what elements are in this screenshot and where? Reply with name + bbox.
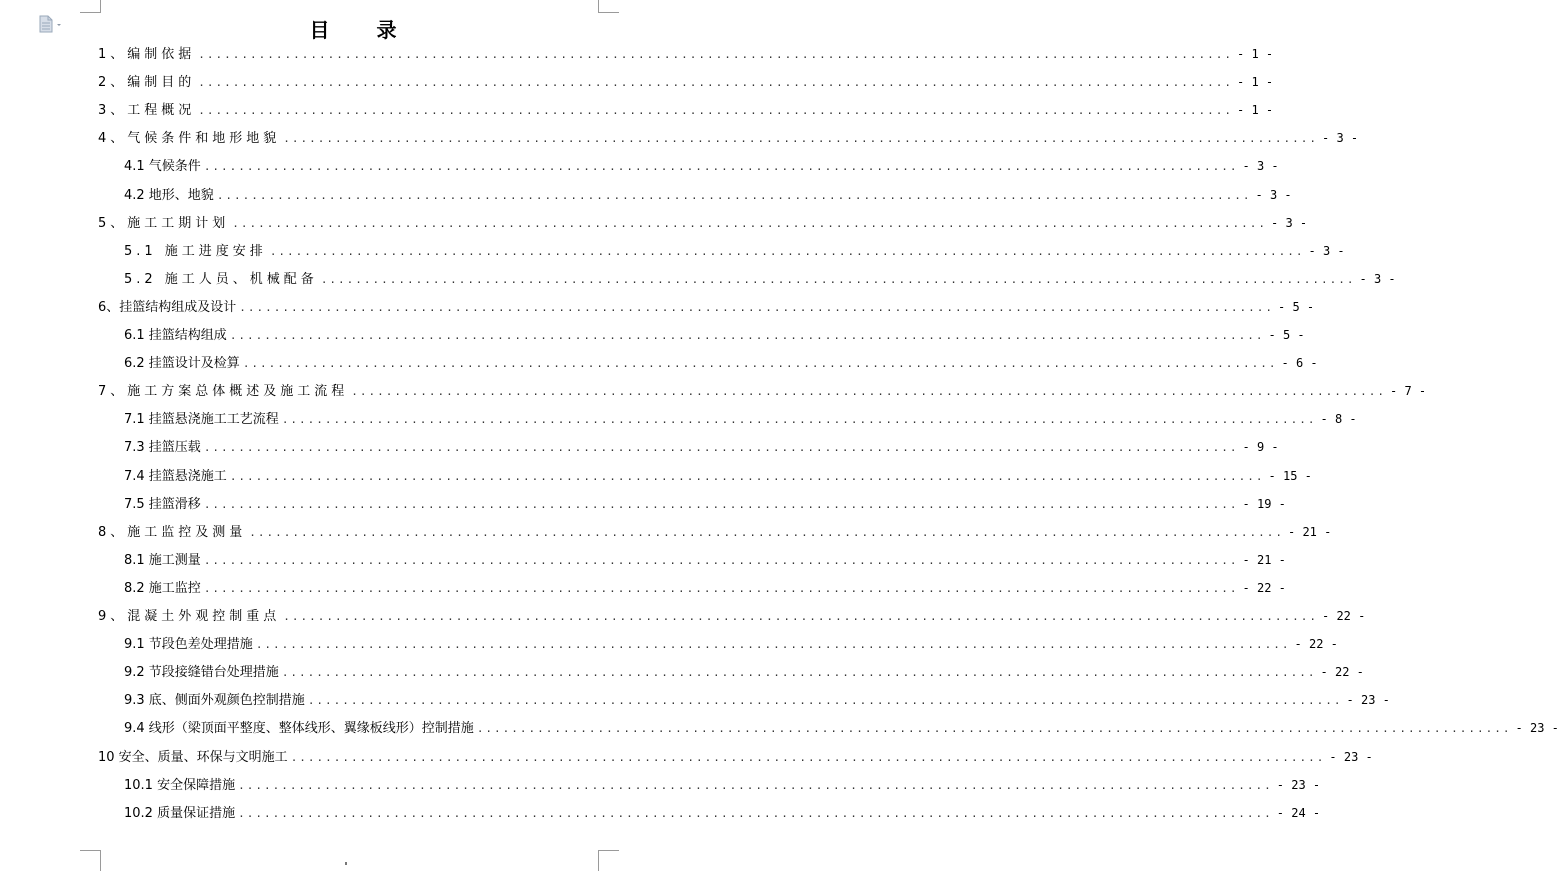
- toc-dot-leader: ........................................................................................................................: [269, 244, 1305, 258]
- toc-entry-label: 3、工程概况: [98, 103, 196, 119]
- margin-guide-top-left: [80, 0, 101, 13]
- toc-entry[interactable]: [124, 718, 1559, 738]
- toc-dot-leader: ........................................................................................................................: [229, 329, 1265, 342]
- toc-entry[interactable]: [124, 185, 1292, 205]
- toc-entry-page-number: - 5 -: [1278, 299, 1315, 314]
- toc-entry[interactable]: [124, 325, 1305, 345]
- toc-entry-label: 6.2 挂篮设计及检算: [124, 356, 240, 372]
- page-title: 目 录: [309, 18, 417, 42]
- toc-dot-leader: ........................................................................................................................: [198, 76, 1233, 90]
- toc-entry-page-number: - 3 -: [1359, 271, 1396, 286]
- toc-entry-label: 5、施工工期计划: [98, 215, 230, 231]
- toc-entry[interactable]: [124, 775, 1321, 795]
- toc-entry-label: 2、编制目的: [98, 75, 196, 91]
- toc-dot-leader: ........................................................................................................................: [239, 300, 1274, 314]
- toc-entry-page-number: - 23 -: [1276, 777, 1321, 792]
- toc-entry-page-number: - 3 -: [1242, 159, 1279, 174]
- margin-guide-bottom-right: [598, 850, 619, 871]
- toc-entry[interactable]: [124, 353, 1318, 373]
- toc-entry-page-number: - 22 -: [1322, 609, 1366, 623]
- toc-entry-page-number: - 23 -: [1329, 749, 1373, 764]
- toc-entry-label: 8.2 施工监控: [124, 580, 201, 596]
- toc-entry-label: 4.1 气候条件: [124, 159, 201, 175]
- toc-entry-page-number: - 21 -: [1288, 524, 1332, 539]
- toc-entry[interactable]: [98, 297, 1315, 317]
- toc-dot-leader: ........................................................................................................................: [242, 357, 1278, 371]
- toc-entry-label: 10.1 安全保障措施: [124, 777, 236, 793]
- toc-entry[interactable]: [124, 662, 1364, 682]
- toc-entry-page-number: - 9 -: [1242, 440, 1279, 455]
- toc-entry[interactable]: [98, 128, 1359, 148]
- toc-entry-label: 7.3 挂篮压载: [124, 440, 201, 456]
- toc-entry[interactable]: [98, 100, 1274, 120]
- toc-entry-label: 7.4 挂篮悬浇施工: [124, 468, 227, 484]
- toc-entry[interactable]: [98, 44, 1274, 64]
- toc-entry[interactable]: [124, 466, 1312, 486]
- toc-entry-page-number: - 22 -: [1242, 580, 1286, 595]
- toc-entry[interactable]: [98, 747, 1373, 767]
- margin-guide-bottom-left: [80, 850, 101, 871]
- toc-dot-leader: ........................................................................................................................: [238, 778, 1273, 792]
- toc-entry-page-number: - 6 -: [1281, 356, 1318, 371]
- toc-entry[interactable]: [124, 803, 1321, 823]
- toc-dot-leader: ........................................................................................................................: [203, 497, 1239, 511]
- toc-entry-page-number: - 3 -: [1308, 243, 1345, 258]
- toc-entry[interactable]: [124, 156, 1279, 176]
- toc-entry[interactable]: [124, 494, 1286, 514]
- toc-entry-page-number: - 15 -: [1268, 468, 1312, 483]
- toc-entry-label: 10 安全、质量、环保与文明施工: [98, 749, 288, 765]
- toc-dot-leader: ........................................................................................................................: [307, 694, 1343, 708]
- toc-entry-page-number: - 1 -: [1237, 103, 1274, 118]
- toc-entry[interactable]: [124, 550, 1286, 570]
- toc-entry-page-number: - 8 -: [1320, 412, 1357, 427]
- toc-dot-leader: ........................................................................................................................: [238, 806, 1273, 820]
- toc-entry-page-number: - 5 -: [1268, 328, 1305, 342]
- margin-guide-top-right: [598, 0, 619, 13]
- toc-entry-label: 9.4 线形（梁顶面平整度、整体线形、翼缘板线形）控制措施: [124, 721, 474, 737]
- toc-dot-leader: ........................................................................................................................: [203, 581, 1239, 595]
- toc-entry[interactable]: [98, 213, 1308, 233]
- toc-dot-leader: ........................................................................................................................: [351, 385, 1386, 399]
- toc-entry[interactable]: [98, 606, 1366, 626]
- toc-dot-leader: ........................................................................................................................: [281, 413, 1317, 427]
- toc-entry[interactable]: [124, 578, 1286, 598]
- toc-entry-page-number: - 21 -: [1242, 552, 1286, 567]
- footer-mark: [345, 862, 347, 865]
- toc-entry-label: 1、编制依据: [98, 47, 196, 62]
- toc-entry-label: 4.2 地形、地貌: [124, 187, 214, 203]
- toc-entry-label: 4、气候条件和地形地貌: [98, 131, 281, 147]
- toc-entry[interactable]: [124, 690, 1390, 710]
- toc-entry-page-number: - 1 -: [1237, 47, 1274, 61]
- toc-dot-leader: ........................................................................................................................: [281, 666, 1317, 680]
- toc-dot-leader: ........................................................................................................................: [232, 216, 1267, 230]
- toc-entry-label: 8.1 施工测量: [124, 552, 201, 568]
- toc-entry-page-number: - 7 -: [1390, 384, 1427, 399]
- toc-entry-page-number: - 24 -: [1276, 805, 1321, 820]
- toc-entry[interactable]: [124, 269, 1396, 289]
- toc-dot-leader: ........................................................................................................................: [476, 722, 1512, 736]
- toc-entry[interactable]: [124, 634, 1338, 654]
- toc-entry-label: 10.2 质量保证措施: [124, 805, 236, 821]
- toc-entry-label: 6.1 挂篮结构组成: [124, 328, 227, 343]
- toc-entry-page-number: - 3 -: [1255, 187, 1292, 202]
- toc-entry-page-number: - 23 -: [1346, 693, 1390, 708]
- toc-dot-leader: ........................................................................................................................: [283, 132, 1318, 146]
- toc-entry-label: 7、施工方案总体概述及施工流程: [98, 384, 349, 400]
- toc-entry-page-number: - 19 -: [1242, 496, 1286, 511]
- toc-entry-label: 5.1 施工进度安排: [124, 243, 267, 259]
- toc-entry-page-number: - 3 -: [1271, 215, 1308, 230]
- toc-entry-label: 8、施工监控及测量: [98, 524, 247, 540]
- toc-entry[interactable]: [124, 241, 1345, 261]
- toc-dot-leader: ........................................................................................................................: [216, 188, 1252, 202]
- toc-entry[interactable]: [98, 522, 1332, 542]
- toc-entry[interactable]: [98, 381, 1427, 401]
- toc-entry-label: 9.3 底、侧面外观颜色控制措施: [124, 693, 305, 709]
- toc-dot-leader: ........................................................................................................................: [203, 441, 1239, 455]
- toc-dot-leader: ........................................................................................................................: [255, 638, 1291, 652]
- toc-entry-label: 5.2 施工人员、机械配备: [124, 271, 318, 287]
- toc-dot-leader: ........................................................................................................................: [203, 553, 1239, 567]
- toc-entry-page-number: - 22 -: [1320, 665, 1364, 680]
- toc-dot-leader: ........................................................................................................................: [249, 525, 1284, 539]
- toc-entry-page-number: - 23 -: [1515, 721, 1559, 736]
- toc-entry-label: 9.2 节段接缝错台处理措施: [124, 665, 279, 681]
- toc-dot-leader: ........................................................................................................................: [203, 160, 1239, 174]
- toc-entry-page-number: - 3 -: [1322, 131, 1359, 146]
- toc-entry-page-number: - 1 -: [1237, 75, 1274, 90]
- toc-entry[interactable]: [124, 409, 1357, 429]
- toc-dot-leader: ........................................................................................................................: [320, 272, 1356, 286]
- toc-entry[interactable]: [98, 72, 1274, 92]
- toc-dot-leader: ........................................................................................................................: [198, 48, 1233, 61]
- toc-entry[interactable]: [124, 437, 1279, 457]
- toc-entry-page-number: - 22 -: [1294, 637, 1338, 652]
- toc-dot-leader: ........................................................................................................................: [290, 750, 1326, 764]
- toc-dot-leader: ........................................................................................................................: [229, 469, 1265, 483]
- toc-entry-label: 6、挂篮结构组成及设计: [98, 299, 237, 315]
- toc-entry-label: 7.5 挂篮滑移: [124, 496, 201, 512]
- toc-entry-label: 7.1 挂篮悬浇施工工艺流程: [124, 412, 279, 428]
- toc-entry-label: 9.1 节段色差处理措施: [124, 637, 253, 653]
- toc-dot-leader: ........................................................................................................................: [283, 610, 1318, 623]
- toc-entry-label: 9、混凝土外观控制重点: [98, 609, 281, 624]
- toc-dot-leader: ........................................................................................................................: [198, 104, 1233, 118]
